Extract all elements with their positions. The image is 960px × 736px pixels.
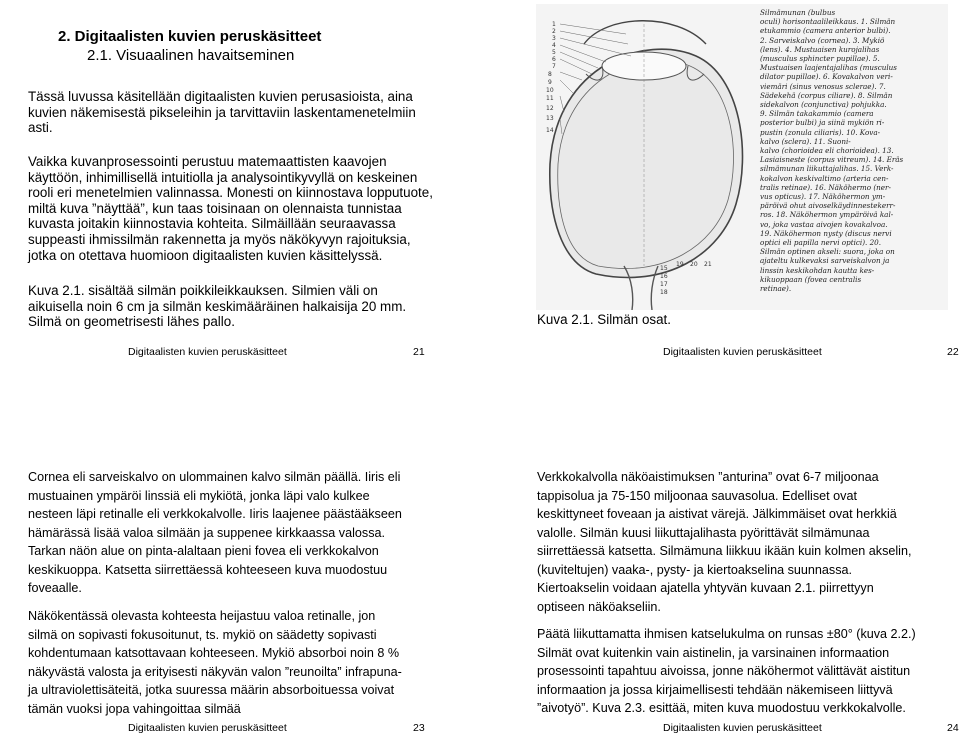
svg-text:12: 12 [546,105,554,112]
caption-line: pustin (zonula ciliaris). 10. Kova- [760,127,881,137]
footer-page-number: 24 [947,722,959,734]
paragraph-cornea [28,468,402,598]
caption-line: tralis retinae). 16. Näköhermo (ner- [760,182,891,192]
footer-page-number: 22 [947,346,959,358]
footer-page-number: 21 [413,346,425,358]
text-line: siirrettäessä katsetta. Silmämuna liikkuu ikään kuin kolmen akselin, [537,544,912,558]
text-line: jotka on otettava huomioon digitaalisten kuvien käsittelyssä. [28,247,383,263]
caption-line: päröivä ohut aivoselkäydinnestekerr- [760,201,896,211]
svg-text:6: 6 [552,56,556,63]
svg-text:1: 1 [552,21,556,28]
svg-text:16: 16 [660,273,668,280]
paragraph-light [28,607,402,718]
section-heading: 2.1. Visuaalinen havaitseminen [87,47,295,64]
text-line: ja ultraviolettisäteitä, jotka suuressa määrin absorboituessa voivat [28,683,395,697]
text-line: kuvasta joitakin kiinnostavia kohteita. Silmäillään seuraavassa [28,216,396,232]
chapter-heading: 2. Digitaalisten kuvien peruskäsitteet [58,28,322,45]
footer-title: Digitaalisten kuvien peruskäsitteet [663,722,822,734]
text-line: keskikuoppa. Katsetta siirrettäessä kohteeseen kuva muodostuu [28,562,388,577]
caption-line: viemäri (sinus venosus sclerae). 7. [760,81,886,91]
text-line: suppeasti ihmissilmän rakennetta ja myös näkökyvyn rajoituksia, [28,231,411,247]
caption-line: kikuoppaan (fovea centralis [760,274,862,284]
paragraph-processing [28,154,433,263]
caption-line: vus opticus). 17. Näköhermon ym- [760,192,886,202]
text-line: kohdentumaan katsottavaan kohteeseen. Mykiö absorboi noin 8 % [28,646,400,660]
text-line: Kiertoakselin voidaan ajatella yhtyvän kuvaan 2.1. piirrettyyn [537,581,874,595]
text-line: informaation ja jossa kirjaimellisesti tehdään näkemiseen liittyvä [537,682,893,697]
text-line: valolle. Silmän kuusi liikuttajalihasta pyörittävät silmämunaa [537,525,870,540]
svg-text:8: 8 [548,71,552,78]
caption-line: linssin keskikohdan kautta kes- [760,265,875,275]
text-line: Päätä liikuttamatta ihmisen katselukulma on runsas ±80° (kuva 2.2.) [537,627,916,641]
caption-line: posterior bulbi) ja siinä mykiön ri- [760,118,885,128]
text-line: miltä kuva ”näyttää”, kun taas toisinaan on olennaista tunnistaa [28,200,402,216]
caption-line: Mustuaisen laajentajalihas (musculus [760,63,897,73]
caption-line: kokalvon keskivaltimo (arteria cen- [760,173,889,183]
text-line: käyttöön, inhimillisellä intuitiolla ja analysointikyvyllä on keskeinen [28,169,418,185]
text-line: prosessointi tapahtuu aivoissa, jonne näköhermot välittävät aistitun [537,664,911,678]
caption-line: silmämunan liikuttajalihas. 15. Verk- [760,164,894,174]
text-line: aikuisella noin 6 cm ja silmän keskimääräinen halkaisija 20 mm. [28,298,407,314]
text-line: mustuainen ympäröi linssiä eli mykiötä, jonka läpi valo kulkee [28,488,370,503]
text-line: näkyvästä valosta ja erityisesti näkyvän valon ”reunoilta” infrapuna- [28,664,402,679]
svg-text:17: 17 [660,281,668,288]
footer-title: Digitaalisten kuvien peruskäsitteet [128,722,287,734]
caption-line: kalvo (sclera). 11. Suoni- [760,136,851,146]
svg-text:21: 21 [704,261,712,268]
text-line: Kuva 2.1. sisältää silmän poikkileikkauksen. Silmien väli on [28,283,378,298]
caption-line: sidekalvon (conjunctiva) pohjukka. [760,100,887,110]
caption-line: ros. 18. Näköhermon ympäröivä kal- [760,210,894,220]
svg-text:11: 11 [546,95,554,102]
text-line: nesteen läpi retinalle eli verkkokalvolle. Iiris laajenee päästääkseen [28,507,402,521]
text-line: tämän vuoksi jopa vahingoittaa silmää [28,701,241,716]
caption-line: optici eli papilla nervi optici). 20. [760,238,882,248]
figure-caption-text [760,8,903,293]
text-line: Näkökentässä olevasta kohteesta heijastuu valoa retinalle, jon [28,609,376,623]
figure-caption: Kuva 2.1. Silmän osat. [537,312,671,327]
svg-text:9: 9 [548,79,552,86]
svg-text:20: 20 [690,261,698,268]
paragraph-viewing-angle [537,625,916,718]
text-line: Silmät ovat kuitenkin vain aistinelin, ja varsinainen informaation [537,645,890,660]
svg-text:10: 10 [546,87,554,94]
text-line: tappisolua ja 75-150 miljoonaa sauvasolua. Edelliset ovat [537,488,857,503]
text-line: optiseen näköakseliin. [537,599,661,614]
caption-line: Silmämunan (bulbus [760,8,836,17]
paragraph-figure-ref [28,283,406,330]
caption-line: vo, joka vastaa aivojen kovakalvoa. [760,219,888,229]
text-line: kuvien näkemisestä pikseleihin ja tarvittaviin laskentamenetelmiin [28,104,416,120]
svg-text:19: 19 [676,261,684,268]
svg-text:7: 7 [552,63,556,70]
text-line: keskittyneet foveaan ja aistivat värejä. Jälkimmäiset ovat herkkiä [537,507,897,521]
text-line: ”aivotyö”. Kuva 2.3. esittää, miten kuva muodostuu verkkokalvolle. [537,701,906,715]
caption-line: Lasiaisneste (corpus vitreum). 14. Eräs [760,155,904,165]
svg-text:13: 13 [546,115,554,122]
caption-line: Silmän optinen akseli: suora, joka on [760,247,895,257]
caption-line: 9. Silmän takakammio (camera [760,109,874,119]
caption-line: Sädekehä (corpus ciliare). 8. Silmän [760,90,893,100]
svg-text:5: 5 [552,49,556,56]
caption-line: 19. Näköhermon nysty (discus nervi [760,228,892,238]
caption-line: oculi) horisontaalileikkaus. 1. Silmän [760,17,896,27]
text-line: foveaalle. [28,581,82,595]
svg-text:3: 3 [552,35,556,42]
caption-line: kalvo (chorioidea eli chorioidea). 13. [760,146,894,156]
svg-text:14: 14 [546,127,554,134]
text-line: Tarkan näön alue on pinta-alaltaan pieni fovea eli verkkokalvon [28,544,379,558]
footer-page-number: 23 [413,722,425,734]
caption-line: dilator pupillae). 6. Kovakalvon veri- [760,72,893,82]
paragraph-retina [537,468,911,616]
text-line: asti. [28,120,53,136]
text-line: (kuviteltujen) vaaka-, pysty- ja kiertoakselina suunnassa. [537,562,852,577]
eye-cross-section-figure [536,4,948,310]
text-line: Vaikka kuvanprosessointi perustuu matemaattisten kaavojen [28,154,387,169]
paragraph-intro [28,89,416,136]
text-line: Silmä on geometrisesti lähes pallo. [28,314,235,330]
text-line: Tässä luvussa käsitellään digitaalisten kuvien perusasioista, aina [28,89,413,104]
svg-text:2: 2 [552,28,556,35]
text-line: Cornea eli sarveiskalvo on ulommainen kalvo silmän päällä. Iiris eli [28,470,401,484]
svg-text:4: 4 [552,42,556,49]
caption-line: 2. Sarveiskalvo (cornea). 3. Mykiö [760,35,885,45]
footer-title: Digitaalisten kuvien peruskäsitteet [663,346,822,358]
svg-text:18: 18 [660,289,668,296]
caption-line: ajateltu kulkevaksi sarveiskalvon ja [760,256,890,266]
text-line: rooli eri menetelmien valinnassa. Monesti on kiinnostava lopputuote, [28,185,433,201]
caption-line: retinae). [760,284,792,294]
text-line: hämärässä lisää valoa silmään ja suppenee kirkkaassa valossa. [28,525,386,540]
footer-title: Digitaalisten kuvien peruskäsitteet [128,346,287,358]
text-line: Verkkokalvolla näköaistimuksen ”anturina” ovat 6-7 miljoonaa [537,470,879,484]
caption-line: (musculus sphincter pupillae). 5. [760,54,880,64]
caption-line: etukammio (camera anterior bulbi). [760,26,891,36]
text-line: silmä on sopivasti fokusoitunut, ts. mykiö on säädetty sopivasti [28,627,377,642]
svg-text:15: 15 [660,265,668,272]
caption-line: (lens). 4. Mustuaisen kurojalihas [760,44,880,54]
